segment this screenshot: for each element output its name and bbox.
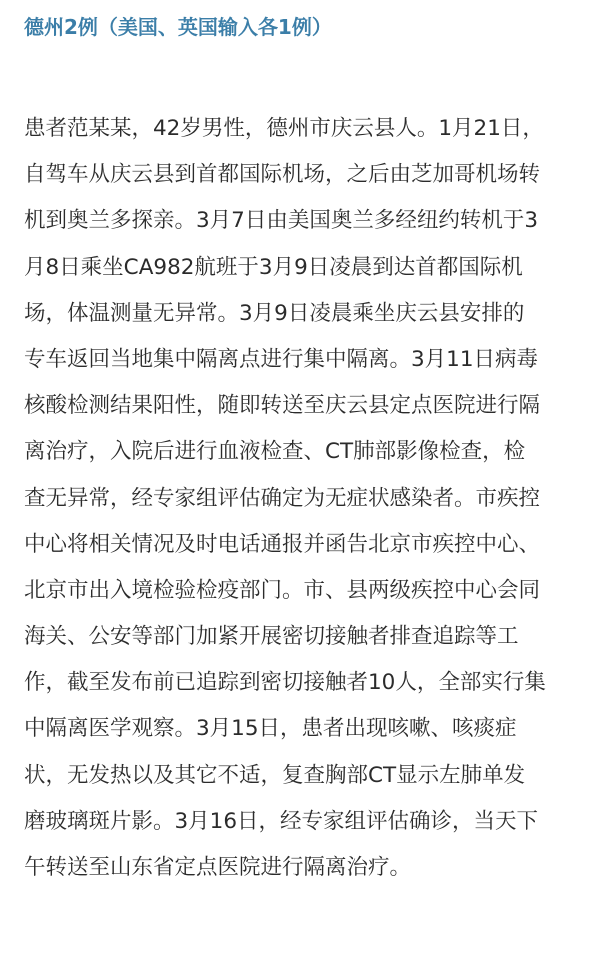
body-line-10: 中心将相关情况及时电话通报并函告北京市疾控中心、 [24,531,541,557]
body-line-14: 中隔离医学观察。3月15日，患者出现咳嗽、咳痰症 [24,716,517,742]
body-line-4: 月8日乘坐CA982航班于3月9日凌晨到达首都国际机 [24,254,523,280]
body-line-8: 离治疗，入院后进行血液检查、CT肺部影像检查，检 [24,439,526,465]
body-line-1: 患者范某某，42岁男性，德州市庆云县人。1月21日， [24,116,544,141]
body-line-11: 北京市出入境检验检疫部门。市、县两级疾控中心会同 [24,577,541,603]
body-line-2: 自驾车从庆云县到首都国际机场，之后由芝加哥机场转 [24,162,541,188]
body-line-12: 海关、公安等部门加紧开展密切接触者排查追踪等工 [24,624,519,650]
body-line-15: 状，无发热以及其它不适，复查胸部CT显示左肺单发 [24,762,526,788]
body-line-3: 机到奥兰多探亲。3月7日由美国奥兰多经纽约转机于3 [24,208,539,234]
body-line-13: 作，截至发布前已追踪到密切接触者10人，全部实行集 [24,670,546,696]
body-line-17: 午转送至山东省定点医院进行隔离治疗。 [24,855,412,880]
body-line-7: 核酸检测结果阳性，随即转送至庆云县定点医院进行隔 [24,393,541,419]
body-line-9: 查无异常，经专家组评估确定为无症状感染者。市疾控 [24,485,541,511]
section-heading: 德州2例（美国、英国输入各1例） [24,15,332,39]
body-line-16: 磨玻璃斑片影。3月16日，经专家组评估确诊，当天下 [24,808,539,834]
article-body [24,106,580,891]
body-line-5: 场，体温测量无异常。3月9日凌晨乘坐庆云县安排的 [24,300,525,326]
body-line-6: 专车返回当地集中隔离点进行集中隔离。3月11日病毒 [24,346,539,372]
